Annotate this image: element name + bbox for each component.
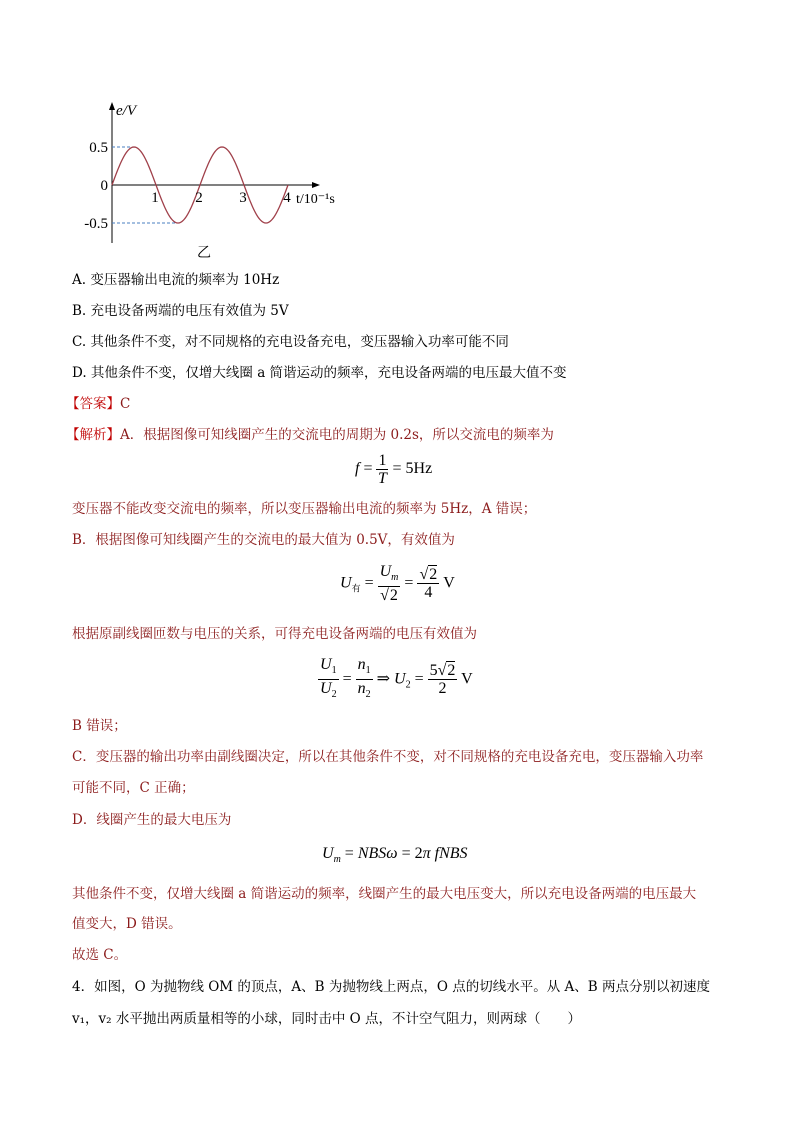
y-tick-label: 0	[100, 178, 108, 194]
y-tick-label: 0.5	[89, 140, 108, 156]
conclusion: 故选 C。	[72, 947, 128, 963]
question4-line2: v₁，v₂ 水平抛出两质量相等的小球，同时击中 O 点，不计空气阻力，则两球（ ）	[72, 1011, 582, 1027]
answer-line	[66, 395, 130, 413]
x-tick-label: 3	[239, 190, 247, 206]
x-tick-label: 4	[283, 190, 291, 206]
analysis-b-mid: 根据原副线圈匝数与电压的关系，可得充电设备两端的电压有效值为	[72, 626, 477, 642]
voltage-time-graph	[78, 96, 348, 262]
question4-line1: 4．如图，O 为抛物线 OM 的顶点，A、B 为抛物线上两点，O 点的切线水平。从 A、B 两点分别以初速度	[72, 979, 710, 995]
analysis-d-line: D．线圈产生的最大电压为	[72, 812, 232, 828]
analysis-a-text: A．根据图像可知线圈产生的交流电的周期为 0.2s，所以交流电的频率为	[120, 427, 554, 443]
analysis-c-line1: C．变压器的输出功率由副线圈决定，所以在其他条件不变，对不同规格的充电设备充电，变压器输入功率	[72, 749, 704, 765]
sine-graph-svg	[78, 96, 348, 262]
x-axis-arrow	[312, 182, 320, 188]
analysis-d-after2: 值变大，D 错误。	[72, 916, 182, 932]
analysis-b-line: B．根据图像可知线圈产生的交流电的最大值为 0.5V，有效值为	[72, 532, 455, 548]
option-b: B. 充电设备两端的电压有效值为 5V	[72, 303, 289, 319]
y-tick-label: -0.5	[84, 216, 108, 232]
formula-frequency: f = $\frac{1}{T}$ = 5Hz	[355, 452, 433, 487]
analysis-d-after1: 其他条件不变，仅增大线圈 a 简谐运动的频率，线圈产生的最大电压变大，所以充电设备两端的电压最大	[72, 886, 697, 902]
analysis-c-line2: 可能不同，C 正确；	[72, 780, 195, 796]
x-axis-label: t/10⁻¹s	[296, 192, 335, 207]
analysis-b-end: B 错误；	[72, 718, 127, 734]
analysis-a-line	[66, 426, 554, 444]
y-axis-arrow	[109, 102, 115, 110]
option-d: D. 其他条件不变，仅增大线圈 a 简谐运动的频率，充电设备两端的电压最大值不变	[72, 365, 567, 381]
graph-caption: 乙	[197, 246, 211, 261]
analysis-label: 【解析】	[66, 427, 120, 443]
answer-value: C	[120, 396, 131, 412]
y-axis-label: e/V	[116, 103, 136, 119]
formula-turns-ratio: $\frac{U_1}{U_2}$ = $\frac{n_1}{n_2}$ ⇒ $U_2$ = $\frac{5√2}{2}$ V	[320, 656, 473, 701]
formula-max-voltage: $U_m = NBS\omega = 2\pi$ fNBS	[322, 845, 468, 866]
x-tick-label: 1	[151, 190, 159, 206]
formula-effective-voltage: $U_有$ = $\frac{U_m}{√2}$ = $\frac{√2}{4}$ V	[340, 563, 455, 605]
answer-label: 【答案】	[66, 396, 120, 412]
option-c: C. 其他条件不变，对不同规格的充电设备充电，变压器输入功率可能不同	[72, 334, 509, 350]
analysis-a-after: 变压器不能改变交流电的频率，所以变压器输出电流的频率为 5Hz，A 错误；	[72, 501, 537, 517]
option-a: A. 变压器输出电流的频率为 10Hz	[72, 272, 280, 288]
x-tick-label: 2	[195, 190, 203, 206]
